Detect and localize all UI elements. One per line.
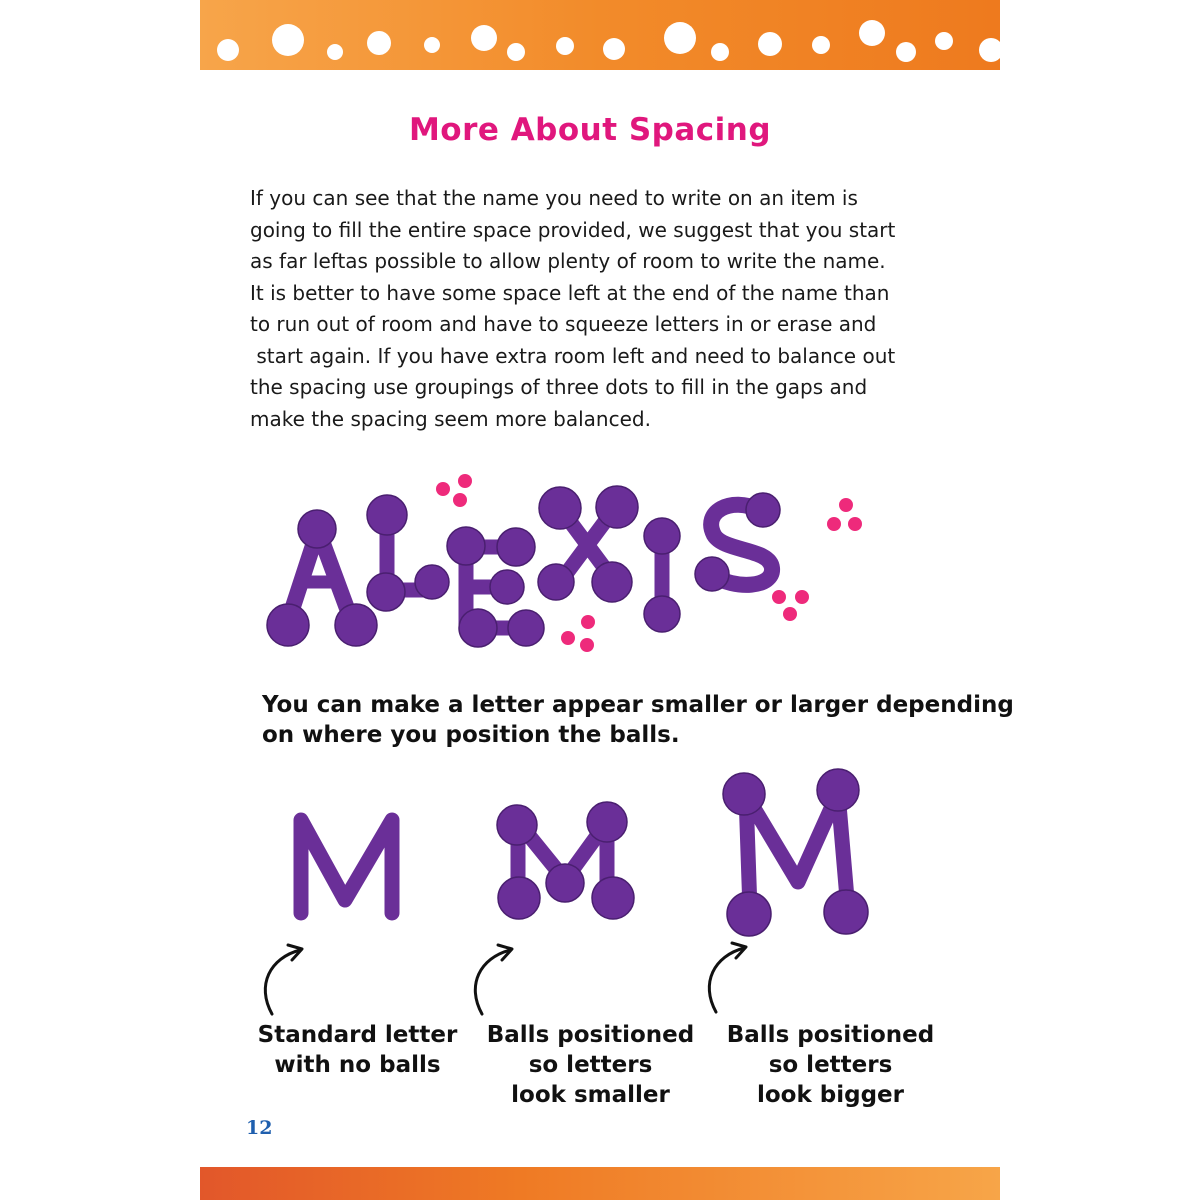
paragraph-line: It is better to have some space left at the end of the name than: [250, 280, 890, 305]
label-line: Balls positioned: [726, 1022, 935, 1048]
letter-x-illustration: [538, 486, 638, 602]
label-line: so letters: [528, 1052, 653, 1078]
label-line: look bigger: [756, 1082, 904, 1108]
letter-e-illustration: [447, 527, 544, 647]
paragraph-line: to run out of room and have to squeeze letters in or erase and: [250, 312, 877, 336]
page-number: 12: [246, 1117, 273, 1139]
paragraph-line: the spacing use groupings of three dots to fill in the gaps and: [250, 375, 868, 399]
paragraph-line: start again. If you have extra room left and need to balance out: [250, 343, 896, 368]
footer-band: [200, 1167, 1000, 1200]
paragraph-line: make the spacing seem more balanced.: [250, 406, 651, 431]
caption-line: on where you position the balls.: [262, 722, 680, 748]
paragraph-line: as far leftas possible to allow plenty of room to write the name.: [250, 249, 886, 273]
m-smaller-illustration: [497, 802, 634, 919]
paragraph-line: If you can see that the name you need to write on an item is: [250, 186, 858, 210]
caption-line: You can make a letter appear smaller or larger depending: [262, 692, 1014, 718]
page-title: More About Spacing: [408, 112, 772, 148]
label-line: Balls positioned: [486, 1022, 695, 1048]
label-line: with no balls: [274, 1052, 441, 1078]
arrow-icon: [265, 950, 300, 1014]
example-label-smaller: [478, 1020, 703, 1110]
arrow-icon: [475, 950, 510, 1014]
m-standard-illustration: [301, 820, 392, 913]
arrow-icon: [709, 948, 744, 1012]
letter-l-illustration: [367, 495, 449, 611]
paragraph-line: going to fill the entire space provided, we suggest that you start: [250, 217, 896, 242]
m-bigger-illustration: [723, 769, 868, 936]
pointer-arrows: [265, 943, 746, 1014]
lettering-caption: [262, 690, 1014, 750]
label-line: look smaller: [511, 1082, 670, 1108]
label-line: so letters: [768, 1052, 893, 1078]
example-label-standard: [240, 1020, 475, 1080]
alexis-lettering: [267, 486, 780, 647]
example-label-bigger: [718, 1020, 943, 1110]
letter-i-illustration: [644, 518, 680, 632]
label-line: Standard letter: [257, 1022, 458, 1048]
letter-s-illustration: [695, 493, 780, 591]
letter-a-illustration: [267, 510, 377, 646]
